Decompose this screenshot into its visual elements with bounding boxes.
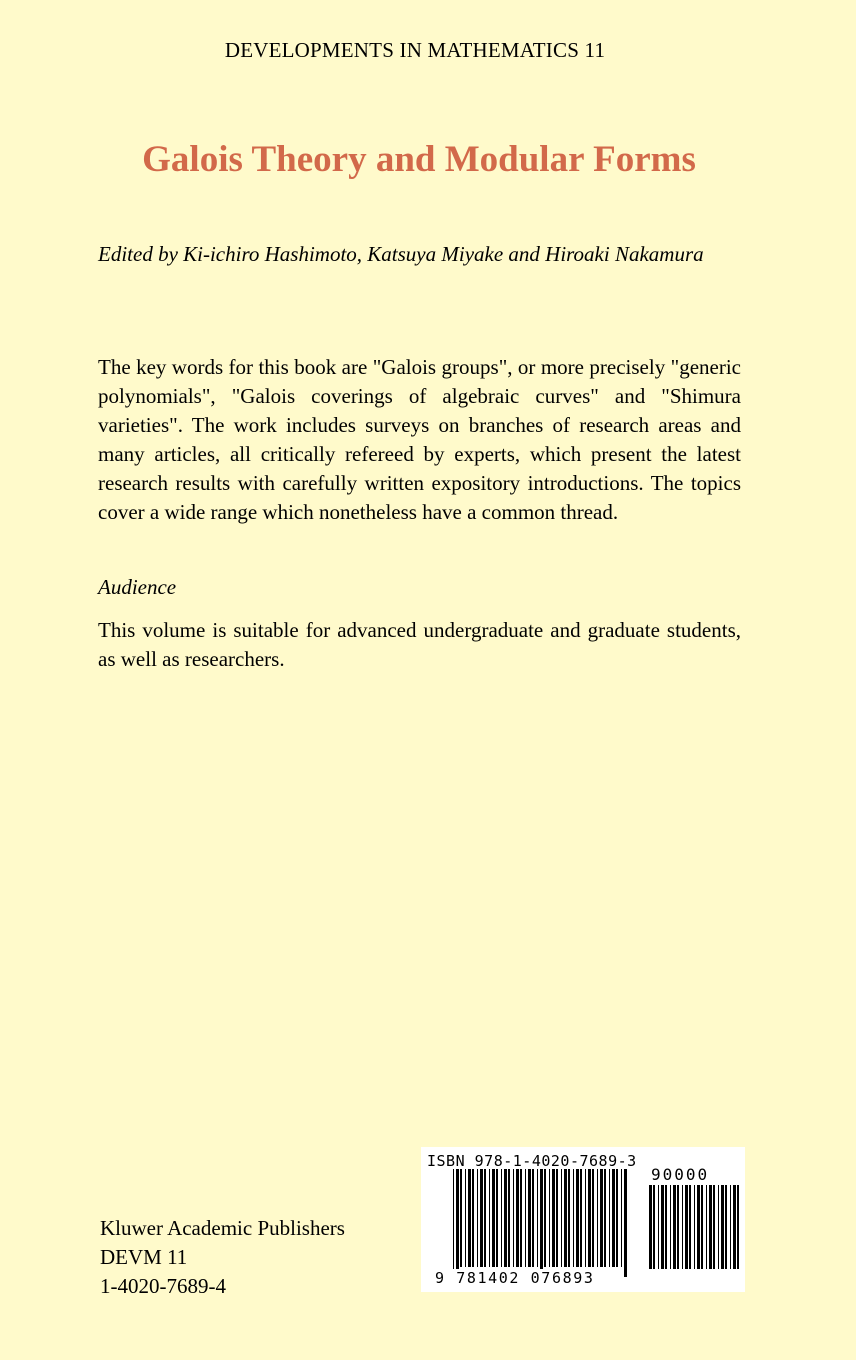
editors-line: Edited by Ki-ichiro Hashimoto, Katsuya Miyake and Hiroaki Nakamura (98, 242, 704, 266)
ean-digits: 9 781402 076893 (435, 1269, 595, 1287)
audience-text: This volume is suitable for advanced undergraduate and graduate students, as well as researchers. (98, 618, 741, 671)
barcode (421, 1147, 745, 1292)
series-name: DEVELOPMENTS IN MATHEMATICS 11 (224, 38, 606, 62)
publisher-name: Kluwer Academic Publishers (100, 1216, 345, 1240)
book-title: Galois Theory and Modular Forms (142, 139, 696, 180)
isbn-13-label: ISBN 978-1-4020-7689-3 (427, 1152, 637, 1170)
series-code: DEVM 11 (100, 1245, 188, 1269)
audience-heading: Audience (98, 575, 177, 599)
book-description: The key words for this book are "Galois groups", or more precisely "generic polynomials", "Galois coverings of algebraic curves" and "Shimura varieties". The work includes surveys on branches of research areas and many articles, all critically refereed by experts, which present the latest research results with carefully written expository introductions. The topics cover a wide range which nonetheless have a common thread. (98, 355, 741, 524)
price-code: 90000 (651, 1165, 710, 1184)
publisher-info (100, 1214, 345, 1301)
isbn-10: 1-4020-7689-4 (100, 1274, 226, 1298)
